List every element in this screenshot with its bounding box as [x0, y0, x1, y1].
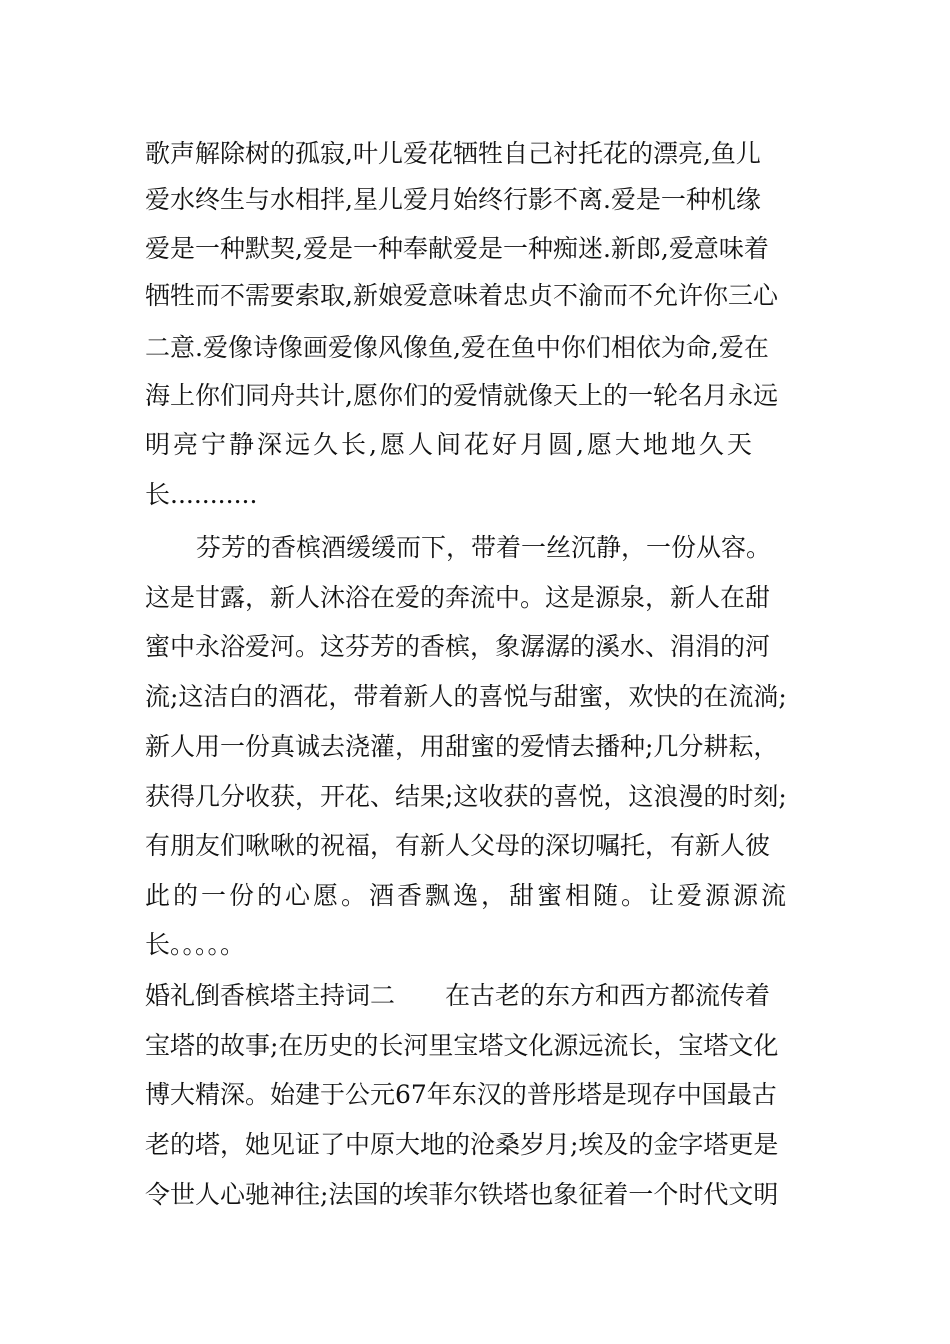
paragraph-2-line-9: 长。。。。。 [145, 930, 246, 959]
paragraph-2-line-1: 芬芳的香槟酒缓缓而下，带着一丝沉静，一份从容。 [196, 533, 772, 562]
paragraph-2-line-7: 有朋友们啾啾的祝福，有新人父母的深切嘱托，有新人彼 [145, 831, 771, 860]
text-line-8: 长........... [145, 480, 258, 509]
paragraph-2-line-3: 蜜中永浴爱河。这芬芳的香槟，象潺潺的溪水、涓涓的河 [145, 632, 771, 661]
paragraph-3-line-2: 宝塔的故事;在历史的长河里宝塔文化源远流长，宝塔文化 [145, 1031, 779, 1060]
text-line-2: 爱水终生与水相拌,星儿爱月始终行影不离.爱是一种机缘 [145, 185, 761, 214]
text-line-5: 二意.爱像诗像画爱像风像鱼,爱在鱼中你们相依为命,爱在 [145, 333, 769, 362]
text-line-1: 歌声解除树的孤寂,叶儿爱花牺牲自己衬托花的漂亮,鱼儿 [145, 139, 761, 168]
paragraph-2-line-4: 流;这洁白的酒花，带着新人的喜悦与甜蜜，欢快的在流淌; [145, 682, 787, 711]
text-line-6: 海上你们同舟共计,愿你们的爱情就像天上的一轮名月永远 [145, 381, 778, 410]
section-heading-line: 婚礼倒香槟塔主持词二 在古老的东方和西方都流传着 [145, 981, 771, 1010]
paragraph-2-line-6: 获得几分收获，开花、结果;这收获的喜悦，这浪漫的时刻; [145, 782, 787, 811]
text-line-3: 爱是一种默契,爱是一种奉献爱是一种痴迷.新郎,爱意味着 [145, 234, 769, 263]
paragraph-2-line-8: 此的一份的心愿。酒香飘逸，甜蜜相随。让爱源源流 [145, 881, 790, 910]
text-line-7: 明亮宁静深远久长,愿人间花好月圆,愿大地地久天 [145, 430, 755, 459]
paragraph-3-line-5: 令世人心驰神往;法国的埃菲尔铁塔也象征着一个时代文明 [145, 1180, 779, 1209]
paragraph-2-line-5: 新人用一份真诚去浇灌，用甜蜜的爱情去播种;几分耕耘， [145, 732, 779, 761]
paragraph-2-line-2: 这是甘露，新人沐浴在爱的奔流中。这是源泉，新人在甜 [145, 583, 771, 612]
paragraph-3-line-4: 老的塔，她见证了中原大地的沧桑岁月;埃及的金字塔更是 [145, 1130, 779, 1159]
paragraph-3-line-3: 博大精深。始建于公元67年东汉的普彤塔是现存中国最古 [145, 1080, 777, 1109]
text-line-4: 牺牲而不需要索取,新娘爱意味着忠贞不渝而不允许你三心 [145, 281, 778, 310]
